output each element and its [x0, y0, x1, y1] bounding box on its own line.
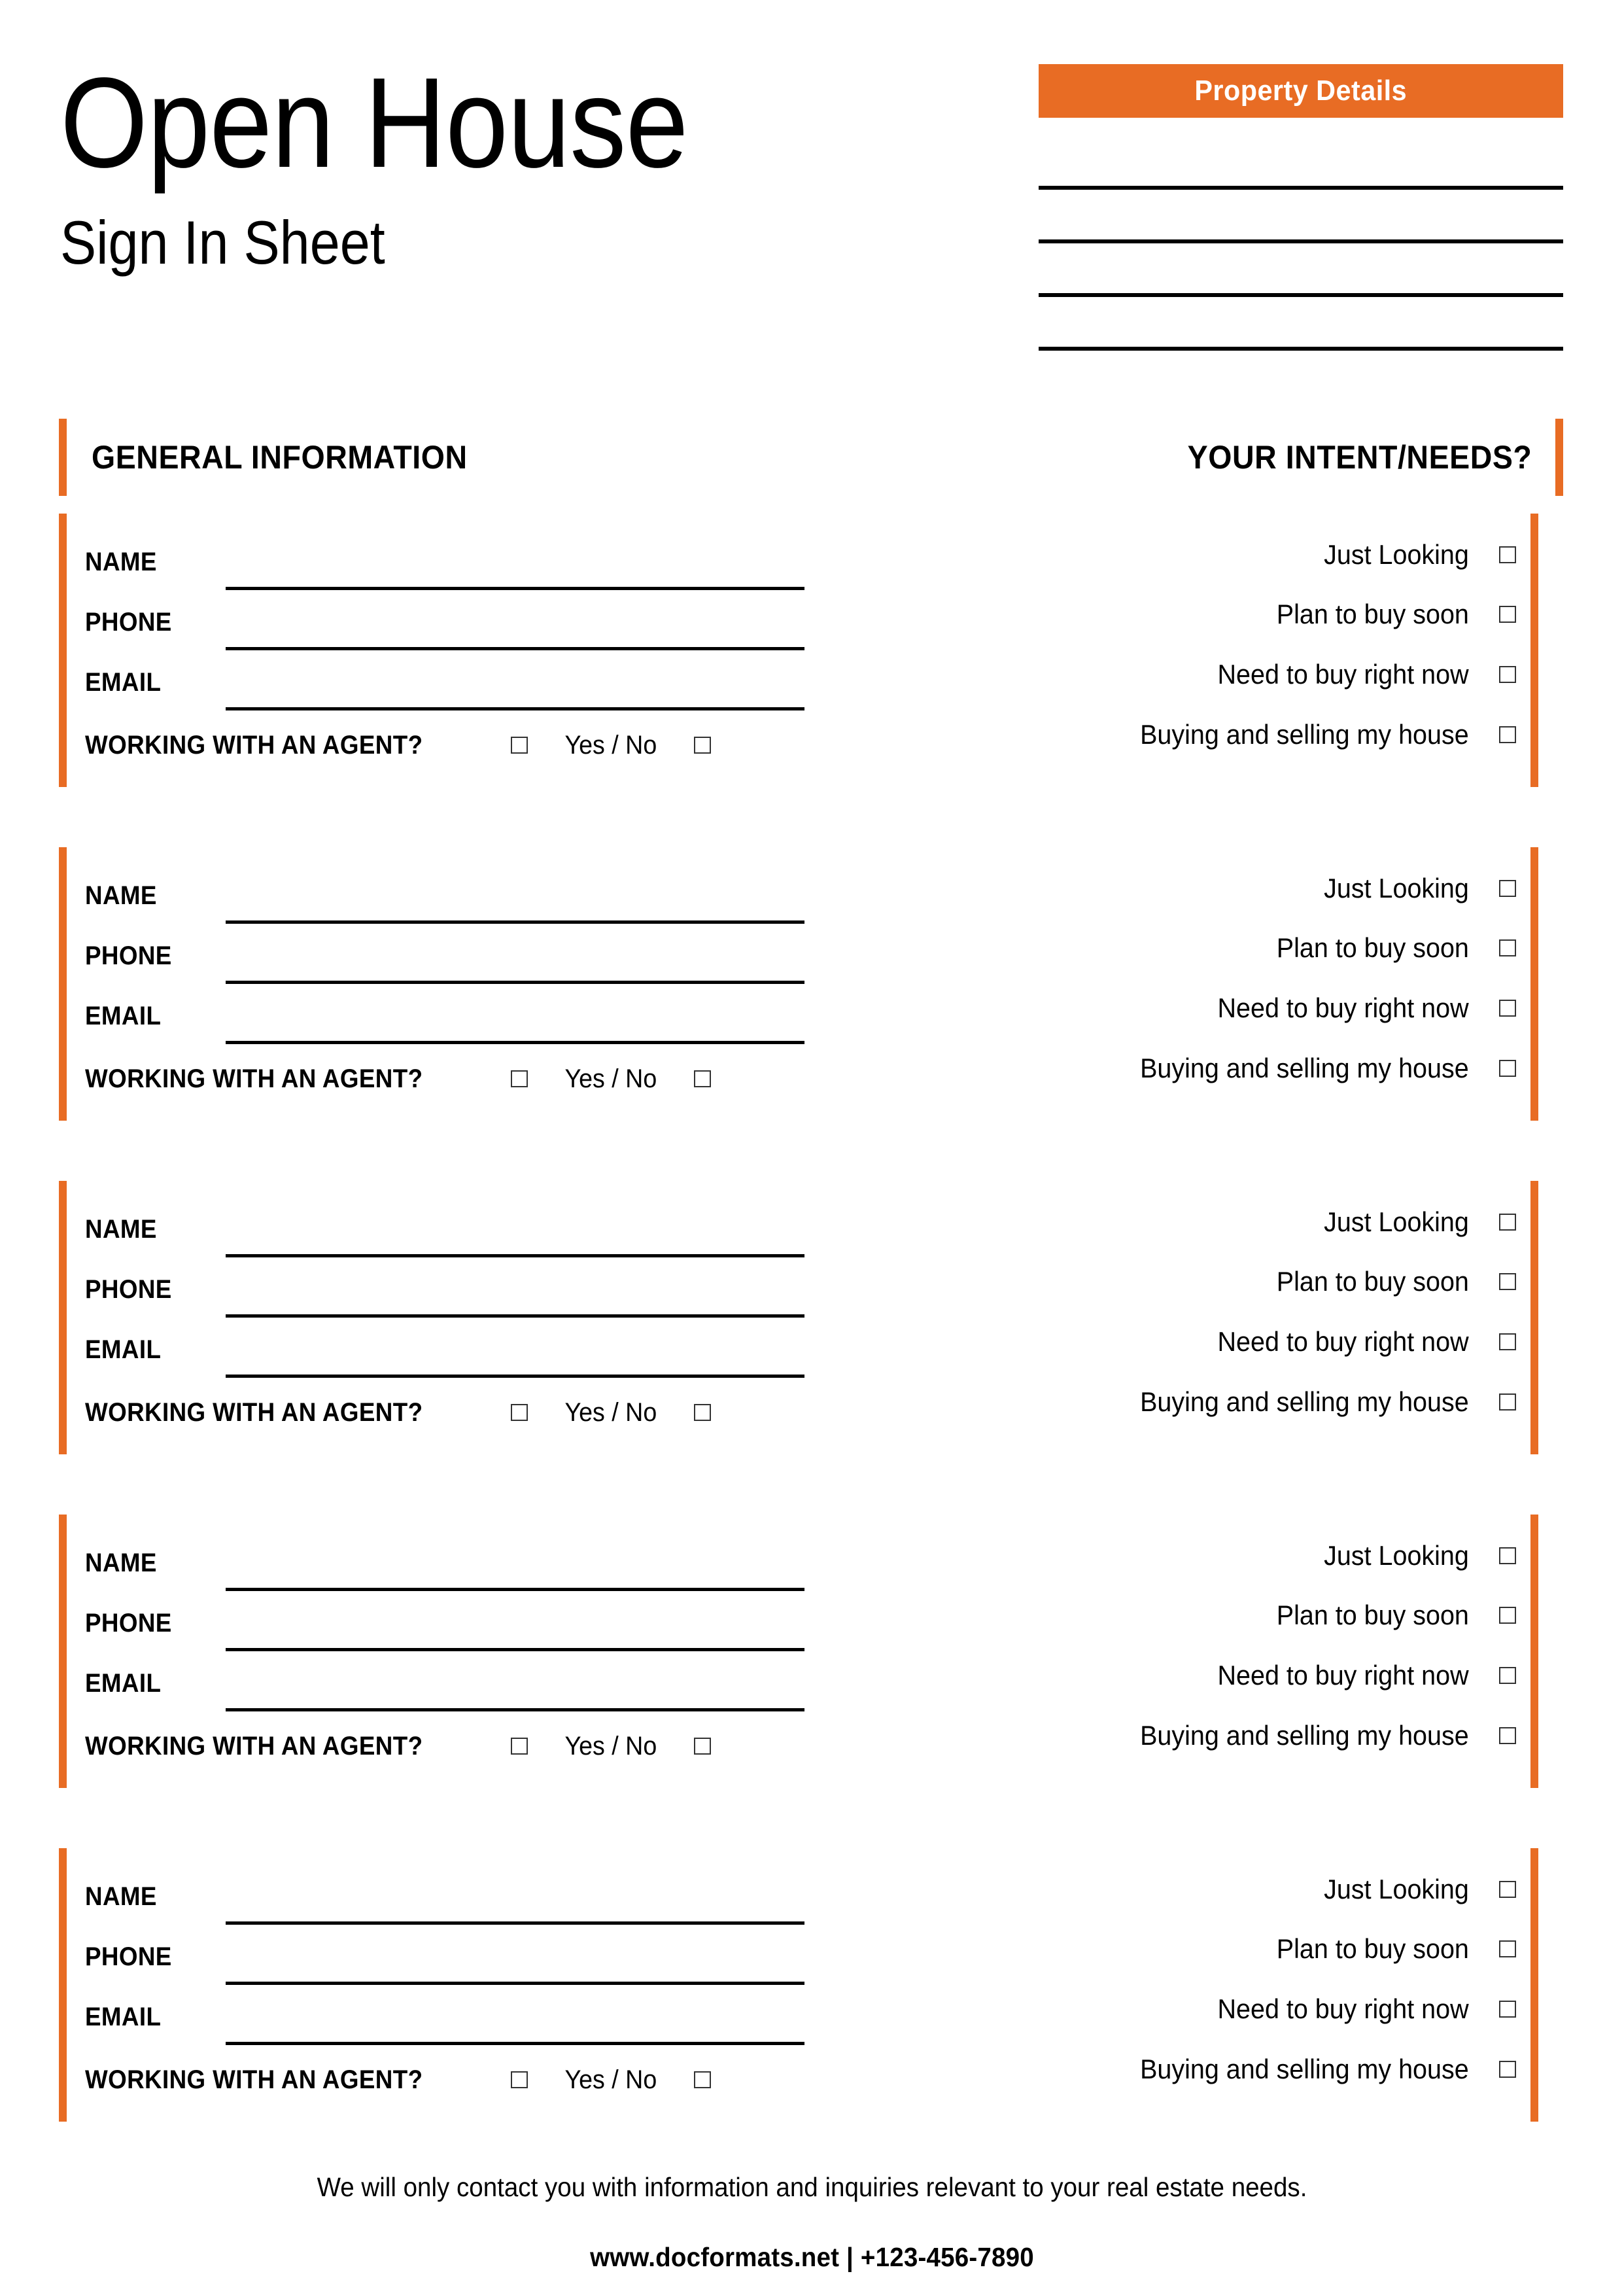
agent-question-label: WORKING WITH AN AGENT?: [85, 1397, 423, 1427]
intent-option-label: Plan to buy soon: [1276, 1933, 1469, 1964]
name-field-row: [85, 873, 804, 936]
agent-question-label: WORKING WITH AN AGENT?: [85, 730, 423, 760]
agent-no-checkbox[interactable]: [694, 1070, 711, 1087]
page-subtitle: Sign In Sheet: [60, 208, 385, 277]
section-header-intent-needs: [1162, 419, 1563, 496]
agent-yes-checkbox[interactable]: [511, 1404, 528, 1421]
name-label: NAME: [85, 881, 157, 910]
name-field-row: [85, 1207, 804, 1270]
intent-option-row: [981, 1932, 1516, 1966]
intent-option-checkbox[interactable]: [1499, 1060, 1516, 1077]
name-input-line[interactable]: [226, 1588, 804, 1591]
agent-no-checkbox[interactable]: [694, 737, 711, 754]
intent-option-row: [981, 1992, 1516, 2026]
intent-option-checkbox[interactable]: [1499, 1333, 1516, 1350]
agent-no-checkbox[interactable]: [694, 1404, 711, 1421]
email-label: EMAIL: [85, 1335, 162, 1364]
accent-bar-icon: [59, 1848, 67, 2122]
email-input-line[interactable]: [226, 1375, 804, 1378]
intent-option-row: [981, 1265, 1516, 1299]
intent-option-row: [981, 538, 1516, 572]
agent-yes-checkbox[interactable]: [511, 1738, 528, 1755]
agent-no-checkbox[interactable]: [694, 2071, 711, 2088]
accent-bar-icon: [1530, 1515, 1538, 1788]
name-input-line[interactable]: [226, 920, 804, 924]
intent-option-row: [981, 1051, 1516, 1085]
agent-no-checkbox[interactable]: [694, 1738, 711, 1755]
intent-option-label: Just Looking: [1324, 1874, 1469, 1904]
intent-option-label: Buying and selling my house: [1140, 1053, 1469, 1083]
intent-option-row: [981, 1539, 1516, 1573]
property-details-line[interactable]: [1039, 186, 1563, 190]
intent-option-row: [981, 2052, 1516, 2086]
name-field-row: [85, 540, 804, 603]
intent-options: [981, 1848, 1516, 2122]
email-input-line[interactable]: [226, 1708, 804, 1711]
intent-option-checkbox[interactable]: [1499, 1000, 1516, 1017]
name-label: NAME: [85, 1215, 157, 1244]
property-details-label: Property Details: [1194, 75, 1408, 107]
footer-contact-info: www.docformats.net | +123-456-7890: [590, 2242, 1034, 2272]
agent-question-row: [85, 724, 804, 766]
email-label: EMAIL: [85, 1669, 162, 1698]
intent-option-row: [981, 1325, 1516, 1359]
agent-question-label: WORKING WITH AN AGENT?: [85, 1064, 423, 1093]
intent-needs-label: YOUR INTENT/NEEDS?: [1187, 439, 1532, 476]
intent-option-row: [981, 657, 1516, 692]
agent-question-row: [85, 1392, 804, 1433]
accent-bar-icon: [1530, 514, 1538, 787]
intent-option-row: [981, 1385, 1516, 1419]
intent-option-label: Plan to buy soon: [1276, 1266, 1469, 1297]
accent-bar-icon: [59, 1181, 67, 1454]
phone-label: PHONE: [85, 941, 172, 970]
intent-option-row: [981, 1205, 1516, 1239]
agent-question-row: [85, 1058, 804, 1100]
phone-input-line[interactable]: [226, 1314, 804, 1318]
email-input-line[interactable]: [226, 707, 804, 710]
name-label: NAME: [85, 1882, 157, 1911]
general-information-fields: [85, 514, 811, 787]
intent-option-label: Buying and selling my house: [1140, 719, 1469, 750]
page-title: Open House: [60, 51, 688, 194]
intent-option-checkbox[interactable]: [1499, 1273, 1516, 1290]
phone-input-line[interactable]: [226, 981, 804, 984]
section-header-general-information: [59, 419, 496, 496]
yes-no-label: Yes / No: [564, 1064, 657, 1093]
name-field-row: [85, 1541, 804, 1603]
intent-option-checkbox[interactable]: [1499, 2001, 1516, 2018]
agent-yes-checkbox[interactable]: [511, 737, 528, 754]
intent-option-checkbox[interactable]: [1499, 2061, 1516, 2078]
intent-option-checkbox[interactable]: [1499, 1607, 1516, 1624]
intent-options: [981, 1181, 1516, 1454]
email-field-row: [85, 994, 804, 1057]
yes-no-label: Yes / No: [564, 1397, 657, 1427]
intent-option-label: Just Looking: [1324, 1540, 1469, 1571]
accent-bar-icon: [59, 1515, 67, 1788]
intent-option-label: Just Looking: [1324, 539, 1469, 570]
intent-option-label: Just Looking: [1324, 873, 1469, 903]
property-details-line[interactable]: [1039, 293, 1563, 297]
email-field-row: [85, 1995, 804, 2058]
intent-option-row: [981, 1719, 1516, 1753]
name-input-line[interactable]: [226, 587, 804, 590]
intent-option-label: Need to buy right now: [1217, 992, 1469, 1023]
intent-option-checkbox[interactable]: [1499, 1667, 1516, 1684]
accent-bar-icon: [1555, 419, 1563, 496]
agent-yes-checkbox[interactable]: [511, 2071, 528, 2088]
name-input-line[interactable]: [226, 1254, 804, 1257]
intent-option-label: Plan to buy soon: [1276, 599, 1469, 629]
yes-no-label: Yes / No: [564, 730, 657, 760]
phone-input-line[interactable]: [226, 1648, 804, 1651]
intent-options: [981, 514, 1516, 787]
entry-block: [0, 1181, 1624, 1454]
footer-privacy-note: We will only contact you with information and inquiries relevant to your real estate needs.: [317, 2172, 1307, 2202]
intent-option-label: Plan to buy soon: [1276, 932, 1469, 963]
intent-option-row: [981, 1658, 1516, 1692]
intent-option-checkbox[interactable]: [1499, 1940, 1516, 1957]
intent-option-row: [981, 597, 1516, 631]
yes-no-label: Yes / No: [564, 2065, 657, 2094]
intent-option-checkbox[interactable]: [1499, 1881, 1516, 1898]
name-label: NAME: [85, 548, 157, 576]
intent-options: [981, 847, 1516, 1121]
general-information-fields: [85, 1181, 811, 1454]
property-details-card: [1039, 64, 1563, 351]
phone-field-row: [85, 1267, 804, 1330]
intent-option-checkbox[interactable]: [1499, 726, 1516, 743]
phone-field-row: [85, 934, 804, 996]
property-details-line[interactable]: [1039, 347, 1563, 351]
entry-block: [0, 1848, 1624, 2122]
phone-label: PHONE: [85, 1609, 172, 1638]
section-headers: [0, 419, 1624, 497]
intent-option-row: [981, 718, 1516, 752]
accent-bar-icon: [1530, 847, 1538, 1121]
property-details-blank-lines: [1039, 186, 1563, 351]
intent-option-checkbox[interactable]: [1499, 1727, 1516, 1744]
property-details-line[interactable]: [1039, 239, 1563, 243]
intent-option-label: Buying and selling my house: [1140, 1386, 1469, 1417]
name-input-line[interactable]: [226, 1921, 804, 1925]
intent-option-row: [981, 1598, 1516, 1632]
name-label: NAME: [85, 1549, 157, 1577]
phone-input-line[interactable]: [226, 647, 804, 650]
intent-option-label: Plan to buy soon: [1276, 1600, 1469, 1630]
title-block: [60, 51, 976, 277]
intent-option-checkbox[interactable]: [1499, 666, 1516, 683]
phone-label: PHONE: [85, 1942, 172, 1971]
intent-option-label: Buying and selling my house: [1140, 2054, 1469, 2084]
general-information-fields: [85, 1515, 811, 1788]
agent-question-row: [85, 2059, 804, 2101]
email-field-row: [85, 1327, 804, 1390]
phone-field-row: [85, 600, 804, 663]
intent-option-checkbox[interactable]: [1499, 880, 1516, 897]
entry-block: [0, 1515, 1624, 1788]
intent-option-label: Need to buy right now: [1217, 659, 1469, 690]
intent-option-checkbox[interactable]: [1499, 939, 1516, 956]
email-input-line[interactable]: [226, 1041, 804, 1044]
email-field-row: [85, 1661, 804, 1724]
intent-option-checkbox[interactable]: [1499, 606, 1516, 623]
intent-option-row: [981, 991, 1516, 1025]
property-details-header: [1039, 64, 1563, 118]
email-label: EMAIL: [85, 2003, 162, 2031]
intent-option-row: [981, 931, 1516, 965]
entry-block: [0, 847, 1624, 1121]
intent-option-label: Need to buy right now: [1217, 1660, 1469, 1691]
footer: [0, 2172, 1624, 2273]
name-field-row: [85, 1874, 804, 1937]
agent-question-label: WORKING WITH AN AGENT?: [85, 2065, 423, 2094]
entry-list: [0, 514, 1624, 2122]
phone-label: PHONE: [85, 608, 172, 637]
agent-yes-checkbox[interactable]: [511, 1070, 528, 1087]
email-field-row: [85, 660, 804, 723]
phone-input-line[interactable]: [226, 1982, 804, 1985]
phone-field-row: [85, 1601, 804, 1664]
accent-bar-icon: [59, 514, 67, 787]
general-information-fields: [85, 847, 811, 1121]
phone-field-row: [85, 1935, 804, 1997]
intent-option-checkbox[interactable]: [1499, 546, 1516, 563]
intent-option-checkbox[interactable]: [1499, 1214, 1516, 1231]
intent-option-row: [981, 1872, 1516, 1906]
accent-bar-icon: [59, 847, 67, 1121]
agent-question-label: WORKING WITH AN AGENT?: [85, 1731, 423, 1761]
phone-label: PHONE: [85, 1275, 172, 1304]
intent-option-label: Need to buy right now: [1217, 1326, 1469, 1357]
email-input-line[interactable]: [226, 2042, 804, 2045]
intent-option-label: Need to buy right now: [1217, 1993, 1469, 2024]
accent-bar-icon: [1530, 1181, 1538, 1454]
accent-bar-icon: [1530, 1848, 1538, 2122]
intent-option-label: Buying and selling my house: [1140, 1720, 1469, 1751]
general-information-fields: [85, 1848, 811, 2122]
intent-option-label: Just Looking: [1324, 1206, 1469, 1237]
entry-block: [0, 514, 1624, 787]
agent-question-row: [85, 1725, 804, 1767]
intent-option-checkbox[interactable]: [1499, 1393, 1516, 1410]
email-label: EMAIL: [85, 668, 162, 697]
email-label: EMAIL: [85, 1002, 162, 1030]
general-information-label: GENERAL INFORMATION: [92, 439, 468, 476]
yes-no-label: Yes / No: [564, 1731, 657, 1761]
accent-bar-icon: [59, 419, 67, 496]
intent-option-checkbox[interactable]: [1499, 1547, 1516, 1564]
intent-option-row: [981, 871, 1516, 905]
intent-options: [981, 1515, 1516, 1788]
